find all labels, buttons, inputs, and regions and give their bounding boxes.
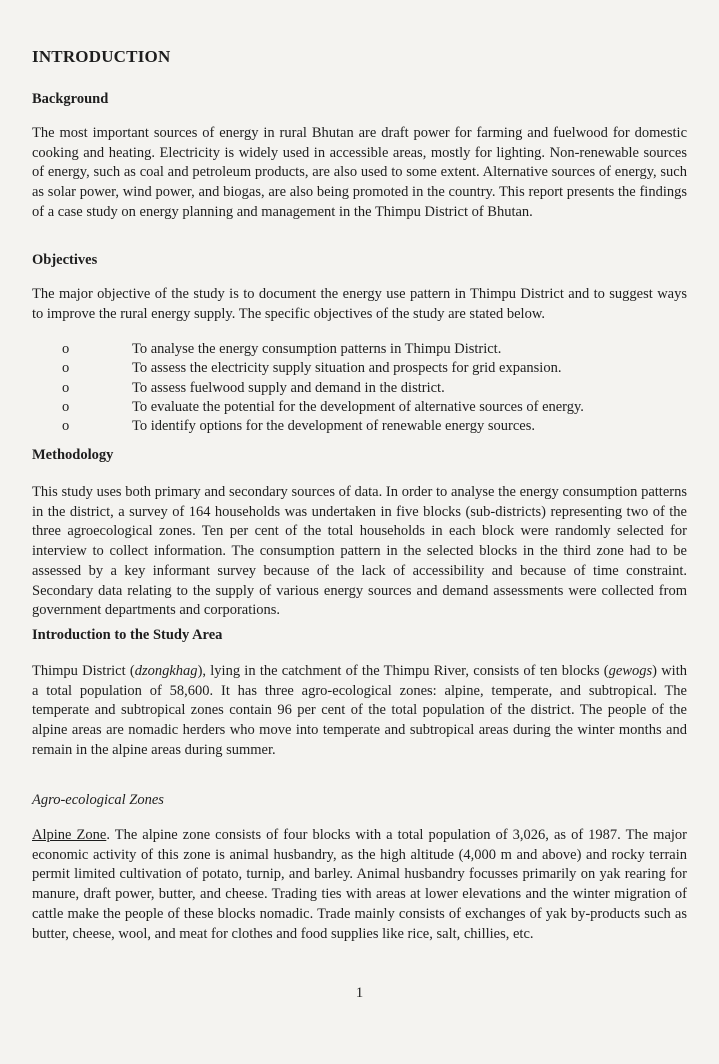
study-area-text-3: ) with a total population of 58,600. It has three agro-ecological zones: alpine, temperate, and subtropical. The temperate and subtropical zones contain 96 per cent of the total population of the district. The people of the alpine areas are nomadic herders who move into temperate and subtropical areas during the winter months and remain in the alpine areas during summer.	[32, 663, 687, 758]
bullet-marker: o	[62, 398, 70, 415]
methodology-heading: Methodology	[32, 447, 114, 463]
objective-text: To evaluate the potential for the development of alternative sources of energy.	[132, 398, 584, 415]
agro-zones-heading: Agro-ecological Zones	[32, 792, 164, 808]
objectives-heading: Objectives	[32, 252, 98, 268]
list-item	[62, 340, 584, 359]
alpine-zone-paragraph	[32, 826, 687, 944]
objective-text: To analyse the energy consumption patterns in Thimpu District.	[132, 341, 502, 357]
bullet-marker: o	[62, 360, 70, 377]
study-area-paragraph	[32, 662, 687, 761]
dzongkhag-term: dzongkhag	[134, 663, 198, 679]
gewogs-term: gewogs	[608, 663, 653, 679]
background-paragraph: The most important sources of energy in rural Bhutan are draft power for farming and fuelwood for domestic cooking and heating. Electricity is widely used in accessible areas, mostly for lighting. Non-renewable sources of energy, such as coal and petroleum products, are also used to some extent. Alternative sources of energy, such as solar power, wind power, and biogas, are also being promoted in the country. This report presents the findings of a case study on energy planning and management in the Thimpu District of Bhutan.	[32, 125, 687, 220]
list-item	[62, 379, 584, 398]
objective-text: To assess fuelwood supply and demand in the district.	[132, 379, 445, 396]
study-area-text-1: Thimpu District (	[32, 663, 135, 679]
bullet-marker: o	[62, 379, 70, 396]
page-title: INTRODUCTION	[32, 47, 171, 66]
objectives-paragraph: The major objective of the study is to document the energy use pattern in Thimpu District and to suggest ways to improve the rural energy supply. The specific objectives of the study are stated below.	[32, 286, 687, 322]
list-item	[62, 359, 584, 378]
methodology-paragraph: This study uses both primary and secondary sources of data. In order to analyse the energy consumption patterns in the district, a survey of 164 households was undertaken in five blocks (sub-districts) representing two of the three agroecological zones. Ten per cent of the total households in each block were randomly selected for interview to collect information. The consumption pattern in the selected blocks in the third zone had to be assessed by a key informant survey because of the lack of accessibility and because of time constraint. Secondary data relating to the supply of various energy sources and demand assessments were collected from government departments and corporations.	[32, 484, 687, 619]
page-number: 1	[355, 985, 364, 1001]
alpine-zone-text: . The alpine zone consists of four blocks with a total population of 3,026, as of 1987. The major economic activity of this zone is animal husbandry, as the high altitude (4,000 m and above) and rocky terrain permit limited cultivation of potato, turnip, and barley. Animal husbandry focusses primarily on yak rearing for manure, draft power, butter, and cheese. Trading ties with areas at lower elevations and the winter migration of cattle make the people of these blocks nomadic. Trade mainly consists of exchanges of yak by-products such as butter, cheese, wool, and meat for clothes and food supplies like rice, salt, chillies, etc.	[32, 827, 687, 942]
background-heading: Background	[32, 91, 109, 107]
list-item	[62, 417, 584, 436]
objectives-list	[62, 340, 584, 436]
bullet-marker: o	[62, 341, 70, 357]
study-area-heading: Introduction to the Study Area	[32, 627, 223, 643]
list-item	[62, 398, 584, 417]
bullet-marker: o	[62, 418, 70, 435]
study-area-text-2: ), lying in the catchment of the Thimpu River, consists of ten blocks (	[197, 663, 609, 679]
objective-text: To assess the electricity supply situation and prospects for grid expansion.	[132, 360, 562, 377]
objective-text: To identify options for the development of renewable energy sources.	[132, 418, 535, 435]
alpine-zone-label: Alpine Zone	[32, 827, 107, 843]
